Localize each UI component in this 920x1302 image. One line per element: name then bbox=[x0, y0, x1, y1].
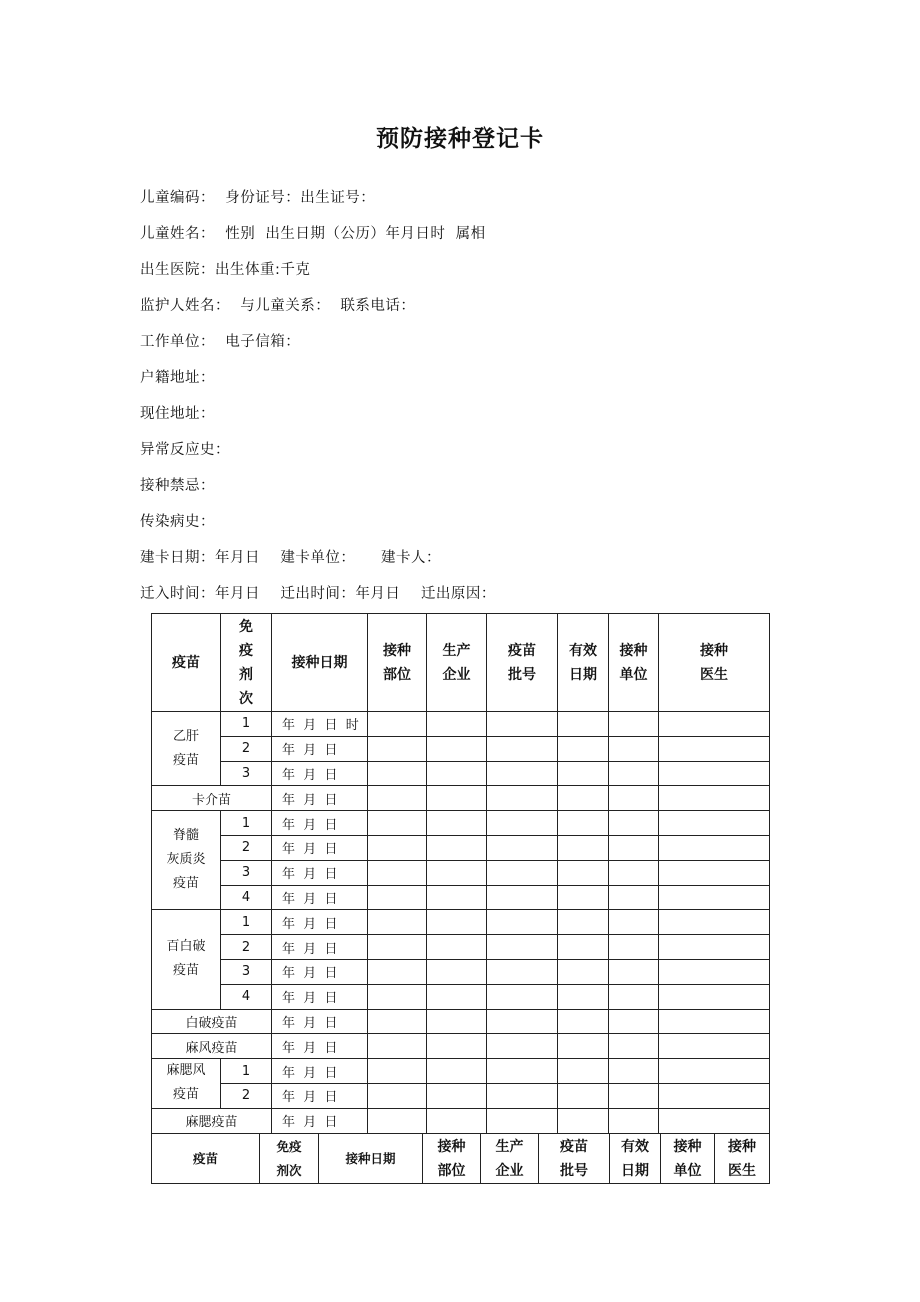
table-row bbox=[152, 984, 770, 1009]
vaccine-name-mm: 麻腮疫苗 bbox=[152, 1108, 272, 1133]
maker-cell[interactable] bbox=[427, 712, 487, 737]
page-title: 预防接种登记卡 bbox=[376, 125, 544, 152]
date-cell: 年 月 日 bbox=[272, 1009, 368, 1034]
unit-cell[interactable] bbox=[609, 910, 659, 935]
dose-cell: 1 bbox=[221, 910, 272, 935]
maker-cell[interactable] bbox=[427, 1108, 487, 1133]
expiry-cell[interactable] bbox=[558, 712, 609, 737]
site-cell[interactable] bbox=[368, 835, 427, 860]
site-cell[interactable] bbox=[368, 786, 427, 811]
expiry-cell[interactable] bbox=[558, 786, 609, 811]
table-row bbox=[152, 712, 770, 737]
header-site: 接种 部位 bbox=[368, 614, 427, 712]
dose-cell: 3 bbox=[221, 860, 272, 885]
expiry-cell[interactable] bbox=[558, 1034, 609, 1059]
dose-cell: 4 bbox=[221, 885, 272, 910]
batch-cell[interactable] bbox=[487, 959, 558, 984]
doctor-cell[interactable] bbox=[659, 736, 770, 761]
batch-cell[interactable] bbox=[487, 1083, 558, 1108]
site-cell[interactable] bbox=[368, 935, 427, 960]
maker-cell[interactable] bbox=[427, 761, 487, 786]
maker-cell[interactable] bbox=[427, 811, 487, 836]
date-cell: 年 月 日 bbox=[272, 786, 368, 811]
doctor-cell[interactable] bbox=[659, 811, 770, 836]
header2-doctor: 接种 医生 bbox=[715, 1134, 770, 1184]
maker-cell[interactable] bbox=[427, 835, 487, 860]
dose-cell: 3 bbox=[221, 959, 272, 984]
header2-expiry: 有效 日期 bbox=[610, 1134, 661, 1184]
batch-cell[interactable] bbox=[487, 712, 558, 737]
site-cell[interactable] bbox=[368, 984, 427, 1009]
vaccine-name-dtp: 百白破 疫苗 bbox=[152, 910, 221, 1009]
maker-cell[interactable] bbox=[427, 786, 487, 811]
field-infection-history: 传染病史： bbox=[140, 514, 215, 530]
doctor-cell[interactable] bbox=[659, 860, 770, 885]
maker-cell[interactable] bbox=[427, 1083, 487, 1108]
doctor-cell[interactable] bbox=[659, 835, 770, 860]
header-maker: 生产 企业 bbox=[427, 614, 487, 712]
dose-cell: 2 bbox=[221, 1083, 272, 1108]
field-child-name: 儿童姓名： 性别 出生日期（公历）年月日时 属相 bbox=[140, 226, 486, 242]
field-guardian: 监护人姓名： 与儿童关系： 联系电话： bbox=[140, 298, 416, 314]
unit-cell[interactable] bbox=[609, 1108, 659, 1133]
header2-batch: 疫苗 批号 bbox=[539, 1134, 610, 1184]
unit-cell[interactable] bbox=[609, 860, 659, 885]
header2-dose: 免疫 剂次 bbox=[260, 1134, 319, 1184]
batch-cell[interactable] bbox=[487, 860, 558, 885]
expiry-cell[interactable] bbox=[558, 935, 609, 960]
expiry-cell[interactable] bbox=[558, 1009, 609, 1034]
table-row bbox=[152, 786, 770, 811]
table-row bbox=[152, 1083, 770, 1108]
doctor-cell[interactable] bbox=[659, 935, 770, 960]
maker-cell[interactable] bbox=[427, 959, 487, 984]
site-cell[interactable] bbox=[368, 860, 427, 885]
batch-cell[interactable] bbox=[487, 1034, 558, 1059]
date-cell: 年 月 日 bbox=[272, 959, 368, 984]
doctor-cell[interactable] bbox=[659, 786, 770, 811]
table-header-row bbox=[152, 614, 770, 712]
expiry-cell[interactable] bbox=[558, 984, 609, 1009]
field-adverse-reaction: 异常反应史： bbox=[140, 442, 230, 458]
table-row bbox=[152, 860, 770, 885]
date-cell: 年 月 日 bbox=[272, 935, 368, 960]
site-cell[interactable] bbox=[368, 1083, 427, 1108]
batch-cell[interactable] bbox=[487, 935, 558, 960]
site-cell[interactable] bbox=[368, 1108, 427, 1133]
field-contraindications: 接种禁忌： bbox=[140, 478, 215, 494]
expiry-cell[interactable] bbox=[558, 1059, 609, 1084]
batch-cell[interactable] bbox=[487, 984, 558, 1009]
doctor-cell[interactable] bbox=[659, 984, 770, 1009]
expiry-cell[interactable] bbox=[558, 1083, 609, 1108]
table-row bbox=[152, 736, 770, 761]
site-cell[interactable] bbox=[368, 811, 427, 836]
maker-cell[interactable] bbox=[427, 860, 487, 885]
batch-cell[interactable] bbox=[487, 910, 558, 935]
unit-cell[interactable] bbox=[609, 1009, 659, 1034]
date-cell: 年 月 日 bbox=[272, 835, 368, 860]
unit-cell[interactable] bbox=[609, 736, 659, 761]
batch-cell[interactable] bbox=[487, 761, 558, 786]
unit-cell[interactable] bbox=[609, 786, 659, 811]
header-date: 接种日期 bbox=[272, 614, 368, 712]
doctor-cell[interactable] bbox=[659, 1059, 770, 1084]
maker-cell[interactable] bbox=[427, 1059, 487, 1084]
table-row bbox=[152, 1009, 770, 1034]
table2-header-row bbox=[152, 1134, 770, 1184]
doctor-cell[interactable] bbox=[659, 1108, 770, 1133]
header-batch: 疫苗 批号 bbox=[487, 614, 558, 712]
site-cell[interactable] bbox=[368, 1034, 427, 1059]
field-current-address: 现住地址： bbox=[140, 406, 215, 422]
vaccine-name-mmr: 麻腮风 疫苗 bbox=[152, 1059, 221, 1109]
field-card-created: 建卡日期：年月日 建卡单位： 建卡人： bbox=[140, 550, 441, 566]
doctor-cell[interactable] bbox=[659, 1034, 770, 1059]
dose-cell: 4 bbox=[221, 984, 272, 1009]
date-cell: 年 月 日 bbox=[272, 811, 368, 836]
table-row bbox=[152, 761, 770, 786]
unit-cell[interactable] bbox=[609, 984, 659, 1009]
header-dose: 免 疫 剂 次 bbox=[221, 614, 272, 712]
vaccine-name-polio: 脊髓 灰质炎 疫苗 bbox=[152, 811, 221, 910]
site-cell[interactable] bbox=[368, 761, 427, 786]
site-cell[interactable] bbox=[368, 712, 427, 737]
dose-cell: 3 bbox=[221, 761, 272, 786]
header-doctor: 接种 医生 bbox=[659, 614, 770, 712]
date-cell: 年 月 日 bbox=[272, 1083, 368, 1108]
unit-cell[interactable] bbox=[609, 835, 659, 860]
doctor-cell[interactable] bbox=[659, 885, 770, 910]
unit-cell[interactable] bbox=[609, 1059, 659, 1084]
maker-cell[interactable] bbox=[427, 984, 487, 1009]
unit-cell[interactable] bbox=[609, 761, 659, 786]
table-row bbox=[152, 959, 770, 984]
expiry-cell[interactable] bbox=[558, 736, 609, 761]
vaccine-name-hepb: 乙肝 疫苗 bbox=[152, 712, 221, 786]
maker-cell[interactable] bbox=[427, 885, 487, 910]
doctor-cell[interactable] bbox=[659, 1083, 770, 1108]
table-row bbox=[152, 1059, 770, 1084]
vaccination-table bbox=[151, 613, 770, 1134]
date-cell: 年 月 日 bbox=[272, 860, 368, 885]
header-expiry: 有效 日期 bbox=[558, 614, 609, 712]
site-cell[interactable] bbox=[368, 1009, 427, 1034]
batch-cell[interactable] bbox=[487, 885, 558, 910]
site-cell[interactable] bbox=[368, 736, 427, 761]
dose-cell: 2 bbox=[221, 736, 272, 761]
vaccination-table-continued bbox=[151, 1133, 770, 1184]
maker-cell[interactable] bbox=[427, 935, 487, 960]
header2-site: 接种 部位 bbox=[423, 1134, 481, 1184]
expiry-cell[interactable] bbox=[558, 885, 609, 910]
table-row bbox=[152, 1108, 770, 1133]
maker-cell[interactable] bbox=[427, 1009, 487, 1034]
dose-cell: 2 bbox=[221, 935, 272, 960]
header-vaccine: 疫苗 bbox=[152, 614, 221, 712]
unit-cell[interactable] bbox=[609, 1034, 659, 1059]
field-birth-hospital: 出生医院：出生体重:千克 bbox=[140, 262, 311, 278]
doctor-cell[interactable] bbox=[659, 712, 770, 737]
header2-vaccine: 疫苗 bbox=[152, 1134, 260, 1184]
field-registered-address: 户籍地址： bbox=[140, 370, 215, 386]
expiry-cell[interactable] bbox=[558, 910, 609, 935]
date-cell: 年 月 日 bbox=[272, 1108, 368, 1133]
unit-cell[interactable] bbox=[609, 935, 659, 960]
header-unit: 接种 单位 bbox=[609, 614, 659, 712]
expiry-cell[interactable] bbox=[558, 1108, 609, 1133]
date-cell: 年 月 日 bbox=[272, 885, 368, 910]
batch-cell[interactable] bbox=[487, 835, 558, 860]
unit-cell[interactable] bbox=[609, 811, 659, 836]
site-cell[interactable] bbox=[368, 910, 427, 935]
expiry-cell[interactable] bbox=[558, 761, 609, 786]
maker-cell[interactable] bbox=[427, 1034, 487, 1059]
batch-cell[interactable] bbox=[487, 1009, 558, 1034]
date-cell: 年 月 日 bbox=[272, 984, 368, 1009]
batch-cell[interactable] bbox=[487, 1059, 558, 1084]
date-cell: 年 月 日 时 bbox=[272, 712, 368, 737]
vaccine-name-mr: 麻风疫苗 bbox=[152, 1034, 272, 1059]
doctor-cell[interactable] bbox=[659, 959, 770, 984]
maker-cell[interactable] bbox=[427, 910, 487, 935]
batch-cell[interactable] bbox=[487, 1108, 558, 1133]
site-cell[interactable] bbox=[368, 885, 427, 910]
unit-cell[interactable] bbox=[609, 1083, 659, 1108]
header2-unit: 接种 单位 bbox=[661, 1134, 715, 1184]
field-migration: 迁入时间：年月日 迁出时间：年月日 迁出原因： bbox=[140, 586, 496, 602]
dose-cell: 2 bbox=[221, 835, 272, 860]
table-row bbox=[152, 811, 770, 836]
site-cell[interactable] bbox=[368, 959, 427, 984]
unit-cell[interactable] bbox=[609, 885, 659, 910]
table-row bbox=[152, 835, 770, 860]
date-cell: 年 月 日 bbox=[272, 1059, 368, 1084]
unit-cell[interactable] bbox=[609, 959, 659, 984]
vaccine-name-bcg: 卡介苗 bbox=[152, 786, 272, 811]
batch-cell[interactable] bbox=[487, 786, 558, 811]
dose-cell: 1 bbox=[221, 811, 272, 836]
dose-cell: 1 bbox=[221, 1059, 272, 1084]
expiry-cell[interactable] bbox=[558, 860, 609, 885]
header2-maker: 生产 企业 bbox=[481, 1134, 539, 1184]
date-cell: 年 月 日 bbox=[272, 1034, 368, 1059]
site-cell[interactable] bbox=[368, 1059, 427, 1084]
expiry-cell[interactable] bbox=[558, 835, 609, 860]
table-row bbox=[152, 910, 770, 935]
vaccine-name-dt: 白破疫苗 bbox=[152, 1009, 272, 1034]
unit-cell[interactable] bbox=[609, 712, 659, 737]
expiry-cell[interactable] bbox=[558, 811, 609, 836]
batch-cell[interactable] bbox=[487, 736, 558, 761]
field-work-unit: 工作单位： 电子信箱： bbox=[140, 334, 301, 350]
doctor-cell[interactable] bbox=[659, 761, 770, 786]
maker-cell[interactable] bbox=[427, 736, 487, 761]
header2-date: 接种日期 bbox=[319, 1134, 423, 1184]
doctor-cell[interactable] bbox=[659, 1009, 770, 1034]
date-cell: 年 月 日 bbox=[272, 761, 368, 786]
batch-cell[interactable] bbox=[487, 811, 558, 836]
table-row bbox=[152, 935, 770, 960]
dose-cell: 1 bbox=[221, 712, 272, 737]
date-cell: 年 月 日 bbox=[272, 736, 368, 761]
field-child-id: 儿童编码： 身份证号：出生证号： bbox=[140, 190, 376, 206]
doctor-cell[interactable] bbox=[659, 910, 770, 935]
table-row bbox=[152, 1034, 770, 1059]
date-cell: 年 月 日 bbox=[272, 910, 368, 935]
expiry-cell[interactable] bbox=[558, 959, 609, 984]
table-row bbox=[152, 885, 770, 910]
